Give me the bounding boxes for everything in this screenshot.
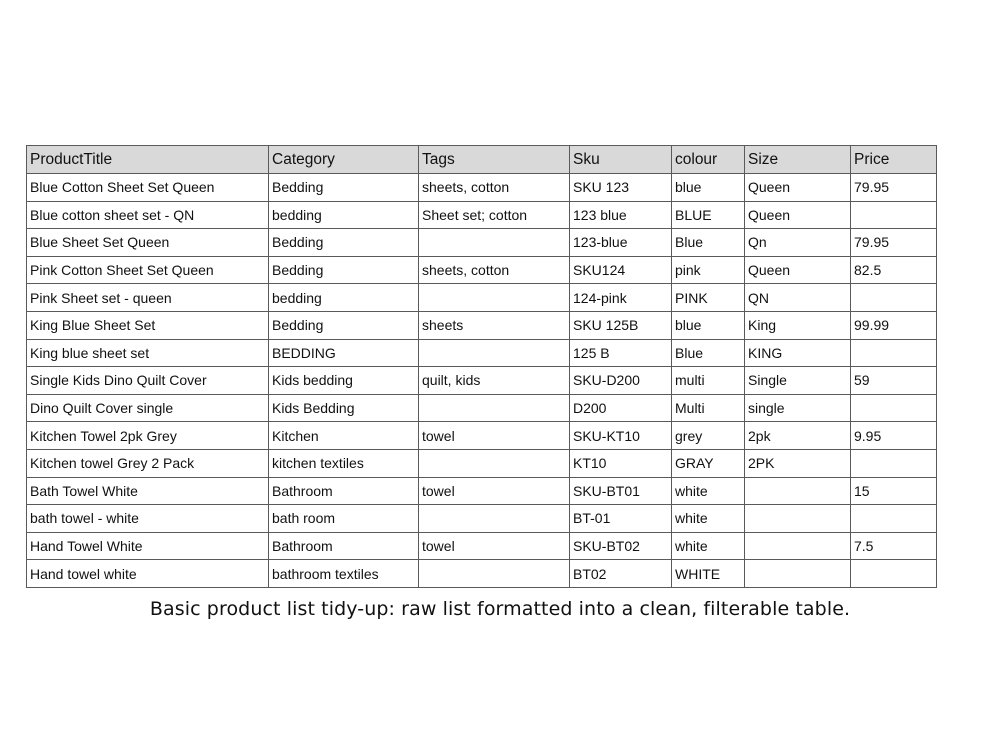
cell-sku: 123 blue	[570, 201, 672, 229]
table-row	[27, 505, 937, 533]
cell-category: Kids bedding	[269, 367, 419, 395]
table-row	[27, 367, 937, 395]
cell-tags	[419, 229, 570, 257]
cell-product-title: Blue Cotton Sheet Set Queen	[27, 174, 269, 202]
cell-tags: towel	[419, 532, 570, 560]
cell-colour: WHITE	[672, 560, 745, 588]
cell-product-title: Kitchen towel Grey 2 Pack	[27, 449, 269, 477]
cell-product-title: Pink Sheet set - queen	[27, 284, 269, 312]
table-row	[27, 560, 937, 588]
column-header-category: Category	[269, 146, 419, 174]
cell-colour: white	[672, 505, 745, 533]
cell-colour: blue	[672, 174, 745, 202]
cell-sku: 124-pink	[570, 284, 672, 312]
cell-price: 99.99	[851, 311, 937, 339]
cell-price: 7.5	[851, 532, 937, 560]
cell-product-title: Dino Quilt Cover single	[27, 394, 269, 422]
cell-category: Kids Bedding	[269, 394, 419, 422]
cell-product-title: Blue Sheet Set Queen	[27, 229, 269, 257]
cell-size: 2PK	[745, 449, 851, 477]
cell-price: 79.95	[851, 229, 937, 257]
table-row	[27, 201, 937, 229]
cell-size: QN	[745, 284, 851, 312]
column-header-product-title: ProductTitle	[27, 146, 269, 174]
cell-colour: pink	[672, 256, 745, 284]
cell-sku: SKU-BT02	[570, 532, 672, 560]
table-row	[27, 477, 937, 505]
cell-colour: Blue	[672, 229, 745, 257]
cell-size: Qn	[745, 229, 851, 257]
cell-price	[851, 505, 937, 533]
cell-price: 82.5	[851, 256, 937, 284]
cell-category: Bathroom	[269, 532, 419, 560]
cell-tags	[419, 284, 570, 312]
column-header-tags: Tags	[419, 146, 570, 174]
cell-category: bath room	[269, 505, 419, 533]
cell-sku: SKU-BT01	[570, 477, 672, 505]
cell-tags: towel	[419, 422, 570, 450]
column-header-price: Price	[851, 146, 937, 174]
caption: Basic product list tidy-up: raw list formatted into a clean, filterable table.	[149, 598, 851, 620]
cell-size: single	[745, 394, 851, 422]
cell-product-title: Blue cotton sheet set - QN	[27, 201, 269, 229]
cell-size	[745, 505, 851, 533]
cell-sku: SKU 125B	[570, 311, 672, 339]
cell-sku: BT-01	[570, 505, 672, 533]
cell-category: Bedding	[269, 256, 419, 284]
cell-sku: SKU-D200	[570, 367, 672, 395]
cell-price	[851, 394, 937, 422]
cell-price	[851, 284, 937, 312]
cell-category: Bedding	[269, 229, 419, 257]
cell-price: 59	[851, 367, 937, 395]
cell-price: 79.95	[851, 174, 937, 202]
cell-category: bathroom textiles	[269, 560, 419, 588]
cell-colour: blue	[672, 311, 745, 339]
cell-product-title: bath towel - white	[27, 505, 269, 533]
cell-category: bedding	[269, 201, 419, 229]
table-row	[27, 229, 937, 257]
cell-sku: BT02	[570, 560, 672, 588]
cell-size: Single	[745, 367, 851, 395]
cell-category: Bathroom	[269, 477, 419, 505]
cell-size	[745, 560, 851, 588]
cell-product-title: Hand Towel White	[27, 532, 269, 560]
table-header	[27, 146, 937, 174]
cell-tags: sheets, cotton	[419, 256, 570, 284]
cell-product-title: Kitchen Towel 2pk Grey	[27, 422, 269, 450]
cell-price	[851, 449, 937, 477]
cell-tags: quilt, kids	[419, 367, 570, 395]
cell-sku: SKU 123	[570, 174, 672, 202]
cell-tags: sheets, cotton	[419, 174, 570, 202]
cell-tags: sheets	[419, 311, 570, 339]
table-row	[27, 422, 937, 450]
cell-product-title: King Blue Sheet Set	[27, 311, 269, 339]
cell-colour: PINK	[672, 284, 745, 312]
cell-sku: D200	[570, 394, 672, 422]
cell-colour: grey	[672, 422, 745, 450]
table-row	[27, 284, 937, 312]
table-row	[27, 532, 937, 560]
cell-tags	[419, 560, 570, 588]
cell-category: Bedding	[269, 311, 419, 339]
cell-sku: SKU124	[570, 256, 672, 284]
cell-category: kitchen textiles	[269, 449, 419, 477]
cell-sku: SKU-KT10	[570, 422, 672, 450]
cell-tags: Sheet set; cotton	[419, 201, 570, 229]
cell-price: 9.95	[851, 422, 937, 450]
cell-tags	[419, 394, 570, 422]
table-row	[27, 394, 937, 422]
cell-sku: 123-blue	[570, 229, 672, 257]
cell-colour: Blue	[672, 339, 745, 367]
cell-size: KING	[745, 339, 851, 367]
cell-tags	[419, 449, 570, 477]
cell-product-title: Pink Cotton Sheet Set Queen	[27, 256, 269, 284]
cell-category: Kitchen	[269, 422, 419, 450]
cell-tags	[419, 505, 570, 533]
table-row	[27, 174, 937, 202]
cell-tags: towel	[419, 477, 570, 505]
cell-colour: white	[672, 532, 745, 560]
column-header-size: Size	[745, 146, 851, 174]
table-row	[27, 339, 937, 367]
cell-colour: GRAY	[672, 449, 745, 477]
cell-price	[851, 339, 937, 367]
cell-sku: 125 B	[570, 339, 672, 367]
cell-product-title: Hand towel white	[27, 560, 269, 588]
cell-price	[851, 201, 937, 229]
cell-category: BEDDING	[269, 339, 419, 367]
table-body	[27, 174, 937, 588]
cell-size: Queen	[745, 256, 851, 284]
cell-size: Queen	[745, 174, 851, 202]
cell-product-title: Bath Towel White	[27, 477, 269, 505]
cell-size	[745, 477, 851, 505]
cell-size: King	[745, 311, 851, 339]
cell-category: bedding	[269, 284, 419, 312]
cell-colour: Multi	[672, 394, 745, 422]
cell-product-title: Single Kids Dino Quilt Cover	[27, 367, 269, 395]
column-header-sku: Sku	[570, 146, 672, 174]
header-row	[27, 146, 937, 174]
cell-price	[851, 560, 937, 588]
cell-category: Bedding	[269, 174, 419, 202]
cell-size: Queen	[745, 201, 851, 229]
cell-sku: KT10	[570, 449, 672, 477]
table-row	[27, 311, 937, 339]
column-header-colour: colour	[672, 146, 745, 174]
table-row	[27, 449, 937, 477]
product-table	[26, 145, 937, 588]
table-row	[27, 256, 937, 284]
cell-colour: white	[672, 477, 745, 505]
cell-colour: multi	[672, 367, 745, 395]
cell-tags	[419, 339, 570, 367]
cell-colour: BLUE	[672, 201, 745, 229]
cell-price: 15	[851, 477, 937, 505]
cell-size	[745, 532, 851, 560]
cell-product-title: King blue sheet set	[27, 339, 269, 367]
cell-size: 2pk	[745, 422, 851, 450]
